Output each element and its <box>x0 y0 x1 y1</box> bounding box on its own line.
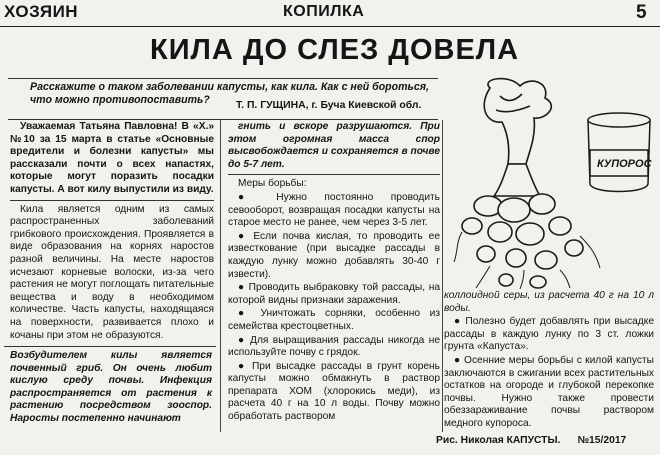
divider <box>10 200 214 201</box>
article-paragraph: гнить и вскоре разрушаются. При этом огромная масса спор высвобождается и сохраняется в почве до 5-7 лет. <box>228 121 440 170</box>
editor-reply-intro: Уважаемая Татьяна Павловна! В «Х.» №10 за 15 марта в статье «Основные вредители и болезни капусты» мы рассказали почти о всех напастях, которые могут поразить посадки капусты. А вот килу выпустили из виду. <box>10 121 214 195</box>
measure-item: ● Уничтожать сорняки, особенно из семейства крестоцветных. <box>228 308 440 332</box>
measure-item: ● Для выращивания рассады никогда не используйте почву с грядок. <box>228 334 440 359</box>
measure-item: ● Проводить выбраковку той рассады, на которой видны признаки заражения. <box>228 282 440 306</box>
measure-item: ● Полезно будет добавлять при высадке рассады в каждую лунку по 3 ст. ложки грунта «Капуста». <box>444 316 654 353</box>
highlight-text: Возбудителем килы является почвенный гриб. Он очень любит кислую среду почвы. Инфекция распространяется от растения к растению посредством зооспор. Наросты постепенно начинают <box>10 350 212 424</box>
column-1 <box>10 121 214 343</box>
measure-item: ● При высадке рассады в грунт корень капусты можно обмакнуть в раствор препарата ХОМ (хлорокись меди), из расчета 40 г на 10 л воды. Почву можно обработать раствором <box>228 360 440 423</box>
illustration-credit-and-issue: Рис. Николая КАПУСТЫ. №15/2017 <box>436 435 627 446</box>
column-divider <box>442 120 443 432</box>
column-divider <box>220 120 221 432</box>
highlight-box <box>4 346 216 445</box>
article-title: КИЛА ДО СЛЕЗ ДОВЕЛА <box>150 34 520 66</box>
cabbage-root-illustration <box>450 76 658 290</box>
jar-label: КУПОРОС <box>597 158 652 170</box>
column-3 <box>444 290 654 432</box>
article-paragraph: Кила является одним из самых распространенных заболеваний грибкового происхождения. Проявляется в виде образования на корнях наростов разной величины. На месте наростов исчезают корневые волоски, из-за чего растения не могут поглощать питательные вещества и воду в необходимом количестве. Часть капусты, находящаяся на поверхности, развивается плохо и кочаны при этом не образуются. <box>10 203 214 341</box>
divider <box>228 174 440 175</box>
measure-item: ● Если почва кислая, то проводить ее известкование (при высадке рассады в каждую лунку можно добавлять 30-40 г извести). <box>228 230 440 280</box>
newspaper-brand: ХОЗЯИН <box>4 2 79 21</box>
measure-item: ● Осенние меры борьбы с килой капусты заключаются в сжигании всех растительных остатков на огороде и глубокой перекопке почвы. Нужно также провести обеззараживание почвы раствором медного купороса. <box>444 354 654 429</box>
reader-question: Расскажите о таком заболевании капусты, как кила. Как с ней бороться, что можно противопоставить? <box>30 81 429 106</box>
page-number: 5 <box>636 2 647 23</box>
measures-heading: Меры борьбы: <box>238 178 307 190</box>
measure-item: ● Нужно постоянно проводить севооборот, возвращая посадки капусты на старое место не ранее, чем через 3-5 лет. <box>228 191 440 229</box>
section-title: КОПИЛКА <box>283 3 365 20</box>
question-author: Т. П. ГУЩИНА, г. Буча Киевской обл. <box>236 100 422 111</box>
reader-question-box <box>8 78 438 120</box>
article-paragraph: коллоидной серы, из расчета 40 г на 10 л воды. <box>444 290 654 314</box>
column-2 <box>228 121 440 425</box>
